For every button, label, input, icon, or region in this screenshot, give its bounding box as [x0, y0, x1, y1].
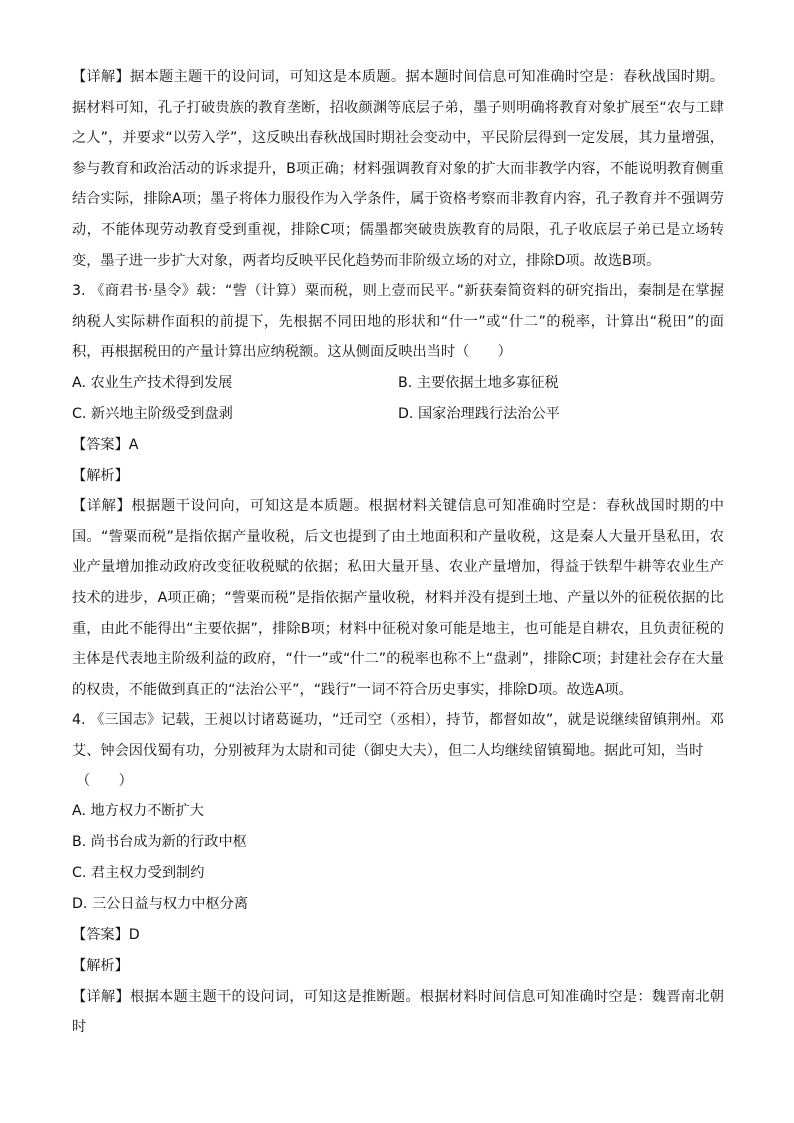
- q4-answer: 【答案】D: [72, 927, 140, 944]
- q3-analysis-label: 【解析】: [72, 467, 129, 484]
- q3-answer: 【答案】A: [72, 436, 139, 453]
- q4-stem: 4. 《三国志》记载，王昶以讨诸葛诞功，“迁司空（丞相），持节，都督如故”，就是说继续留镇荆州。邓艾、钟会因伐蜀有功，分别被拜为太尉和司徒（御史大夫），但二人均继续留镇蜀地。据此可知，当时: [72, 712, 724, 759]
- q3-option-a: A. 农业生产技术得到发展: [72, 374, 233, 391]
- q3-option-b: B. 主要依据土地多寡征税: [398, 374, 559, 391]
- q4-analysis-label: 【解析】: [72, 958, 129, 975]
- q3-options-row-1: [72, 368, 724, 399]
- q4-option-a: A. 地方权力不断扩大: [72, 803, 204, 820]
- q4-option-d: D. 三公日益与权力中枢分离: [72, 896, 249, 913]
- q2-detail-paragraph: 【详解】据本题主题干的设问词，可知这是本质题。据本题时间信息可知准确时空是：春秋战国时期。据材料可知，孔子打破贵族的教育垄断，招收颜渊等底层子弟，墨子则明确将教育对象扩展至“农与工肆之人”，并要求“以劳入学”，这反映出春秋战国时期社会变动中，平民阶层得到一定发展，其力量增强，参与教育和政治活动的诉求提升，B项正确；材料强调教育对象的扩大而非教学内容，不能说明教育侧重结合实际，排除A项；墨子将体力服役作为入学条件，属于资格考察而非教育内容，孔子教育并不强调劳动，不能体现劳动教育受到重视，排除C项；儒墨都突破贵族教育的局限，孔子收底层子弟已是立场转变，墨子进一步扩大对象，两者均反映平民化趋势而非阶级立场的对立，排除D项。故选B项。: [72, 69, 724, 269]
- q3-option-d: D. 国家治理践行法治公平: [398, 405, 560, 422]
- page-content: [72, 62, 724, 1043]
- q3-option-c: C. 新兴地主阶级受到盘剥: [72, 405, 233, 422]
- q4-answer-blank: （ ）: [76, 773, 133, 790]
- q3-options-row-2: [72, 399, 724, 430]
- q4-option-c: C. 君主权力受到制约: [72, 865, 205, 882]
- q3-detail-paragraph: 【详解】根据题干设问向，可知这是本质题。根据材料关键信息可知准确时空是：春秋战国时期的中国。“訾粟而税”是指依据产量收税，后文也提到了由土地面积和产量收税，这是秦人大量开垦私田，农业产量增加推动政府改变征收税赋的依据；私田大量开垦、农业产量增加，得益于铁犁牛耕等农业生产技术的进步，A项正确；“訾粟而税”是指依据产量收税，材料并没有提到土地、产量以外的征税依据的比重，由此不能得出“主要依据”，排除B项；材料中征税对象可能是地主，也可能是自耕农，且负责征税的主体是代表地主阶级利益的政府，“什一”或“什二”的税率也称不上“盘剥”，排除C项；封建社会存在大量的权贵，不能做到真正的“法治公平”，“践行”一词不符合历史事实，排除D项。故选A项。: [72, 498, 724, 698]
- q4-option-b: B. 尚书台成为新的行政中枢: [72, 834, 247, 851]
- q3-stem: 3. 《商君书·垦令》载：“訾（计算）粟而税，则上壹而民平。”新获秦简资料的研究指出，秦制是在掌握纳税人实际耕作面积的前提下，先根据不同田地的形状和“什一”或“什二”的税率，计算出“税田”的面积，再根据税田的产量计算出应纳税额。这从侧面反映出当时（ ）: [72, 283, 724, 361]
- q4-detail-paragraph: 【详解】根据本题主题干的设问词，可知这是推断题。根据材料时间信息可知准确时空是：魏晋南北朝时: [72, 988, 724, 1036]
